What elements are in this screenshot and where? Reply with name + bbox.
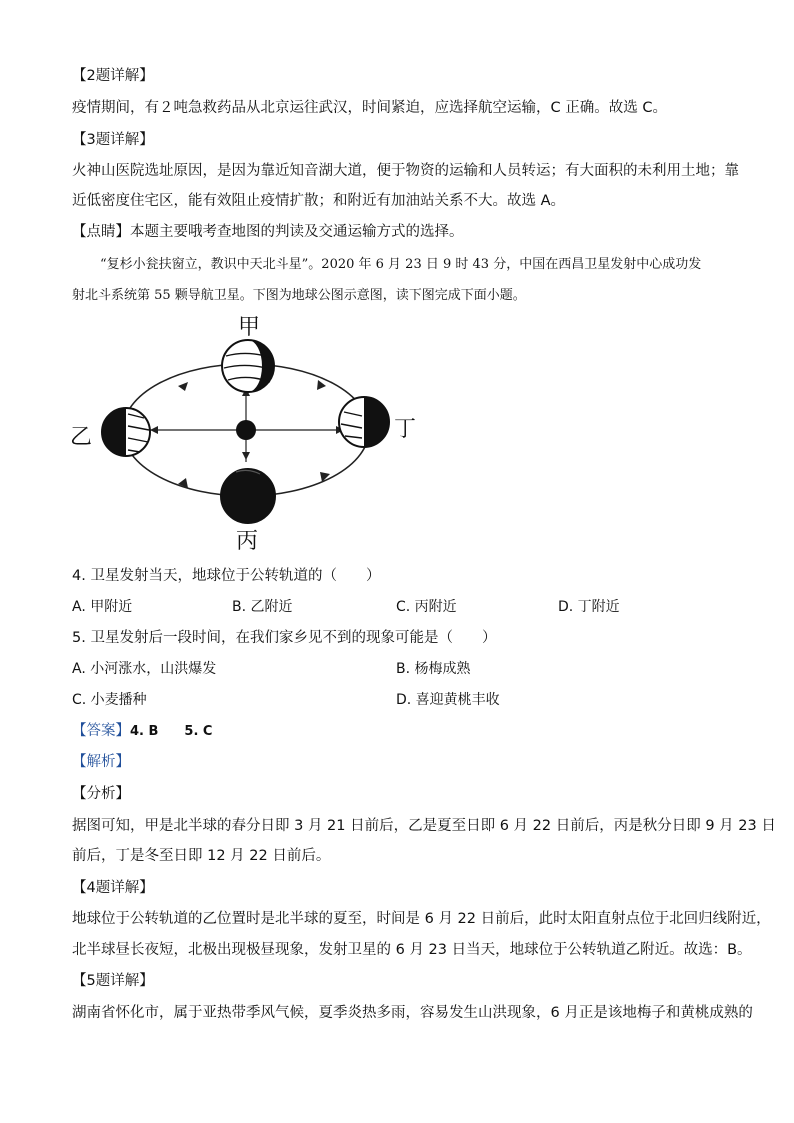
fenxi-line-2: 前后，丁是冬至日即 12 月 22 日前后。 — [72, 848, 331, 864]
label-yi: 乙 — [70, 425, 93, 450]
answer-line — [72, 721, 212, 742]
orbit-arrow-top-right-icon — [317, 380, 326, 390]
fenxi-line-1: 据图可知，甲是北半球的春分日即 3 月 21 日前后，乙是夏至日即 6 月 22 日前后，丙是秋分日即 9 月 23 日 — [72, 818, 776, 834]
section-3-body-line-1: 火神山医院选址原因，是因为靠近知音湖大道，便于物资的运输和人员转运；有大面积的未利用土地；靠 — [72, 163, 739, 179]
dianjing-paragraph — [72, 222, 464, 242]
section-2-heading: 【2题详解】 — [72, 68, 154, 84]
label-bing: 丙 — [236, 529, 259, 552]
q5-option-a[interactable]: A. 小河涨水，山洪爆发 — [72, 661, 217, 677]
label-jia: 甲 — [238, 315, 261, 340]
q4-option-a[interactable]: A. 甲附近 — [72, 599, 133, 615]
q5-option-b[interactable]: B. 杨梅成熟 — [396, 661, 471, 677]
section-2-body: 疫情期间，有２吨急救药品从北京运往武汉，时间紧迫，应选择航空运输，C 正确。故选 C。 — [72, 100, 667, 116]
jiexi-label: 【解析】 — [72, 754, 130, 770]
earth-yi — [102, 408, 150, 456]
section-3-body-line-2: 近低密度住宅区，能有效阻止疫情扩散；和附近有加油站关系不大。故选 A。 — [72, 193, 566, 209]
dianjing-heading: 【点睛】 — [72, 224, 130, 240]
answer-label: 【答案】 — [72, 723, 130, 739]
earth-orbit-diagram — [68, 312, 428, 552]
orbit-arrow-top-left-icon — [178, 382, 188, 391]
q5-option-c[interactable]: C. 小麦播种 — [72, 692, 147, 708]
q4-option-d[interactable]: D. 丁附近 — [558, 599, 620, 615]
section-4-heading: 【4题详解】 — [72, 880, 154, 896]
q5-option-d[interactable]: D. 喜迎黄桃丰收 — [396, 692, 500, 708]
q4-stem: 4. 卫星发射当天，地球位于公转轨道的（ ） — [72, 568, 381, 584]
fenxi-heading: 【分析】 — [72, 786, 130, 802]
earth-ding — [339, 397, 389, 447]
intro-line-1: “复杉小瓮扶窗立，教识中天北斗星”。2020 年 6 月 23 日 9 时 43 分，中国在西昌卫星发射中心成功发 — [100, 257, 702, 272]
answer-text: 4. B 5. C — [130, 724, 213, 739]
arrow-down-icon — [242, 452, 250, 460]
section-3-heading: 【3题详解】 — [72, 132, 154, 148]
sun — [236, 420, 256, 440]
earth-bing — [221, 469, 275, 523]
section-5-line-1: 湖南省怀化市，属于亚热带季风气候，夏季炎热多雨，容易发生山洪现象，6 月正是该地梅子和黄桃成熟的 — [72, 1005, 753, 1021]
q4-option-c[interactable]: C. 丙附近 — [396, 599, 457, 615]
section-4-line-1: 地球位于公转轨道的乙位置时是北半球的夏至，时间是 6 月 22 日前后，此时太阳直射点位于北回归线附近， — [72, 911, 771, 927]
q5-stem: 5. 卫星发射后一段时间，在我们家乡见不到的现象可能是（ ） — [72, 630, 497, 646]
q4-option-b[interactable]: B. 乙附近 — [232, 599, 293, 615]
intro-line-2: 射北斗系统第 55 颗导航卫星。下图为地球公图示意图，读下图完成下面小题。 — [72, 288, 526, 303]
label-ding: 丁 — [394, 417, 417, 442]
arrow-left-icon — [150, 426, 158, 434]
earth-jia — [222, 340, 274, 392]
section-4-line-2: 北半球昼长夜短，北极出现极昼现象，发射卫星的 6 月 23 日当天，地球位于公转轨道乙附近。故选：B。 — [72, 942, 752, 958]
dianjing-body: 本题主要哦考查地图的判读及交通运输方式的选择。 — [130, 224, 464, 240]
section-5-heading: 【5题详解】 — [72, 973, 154, 989]
